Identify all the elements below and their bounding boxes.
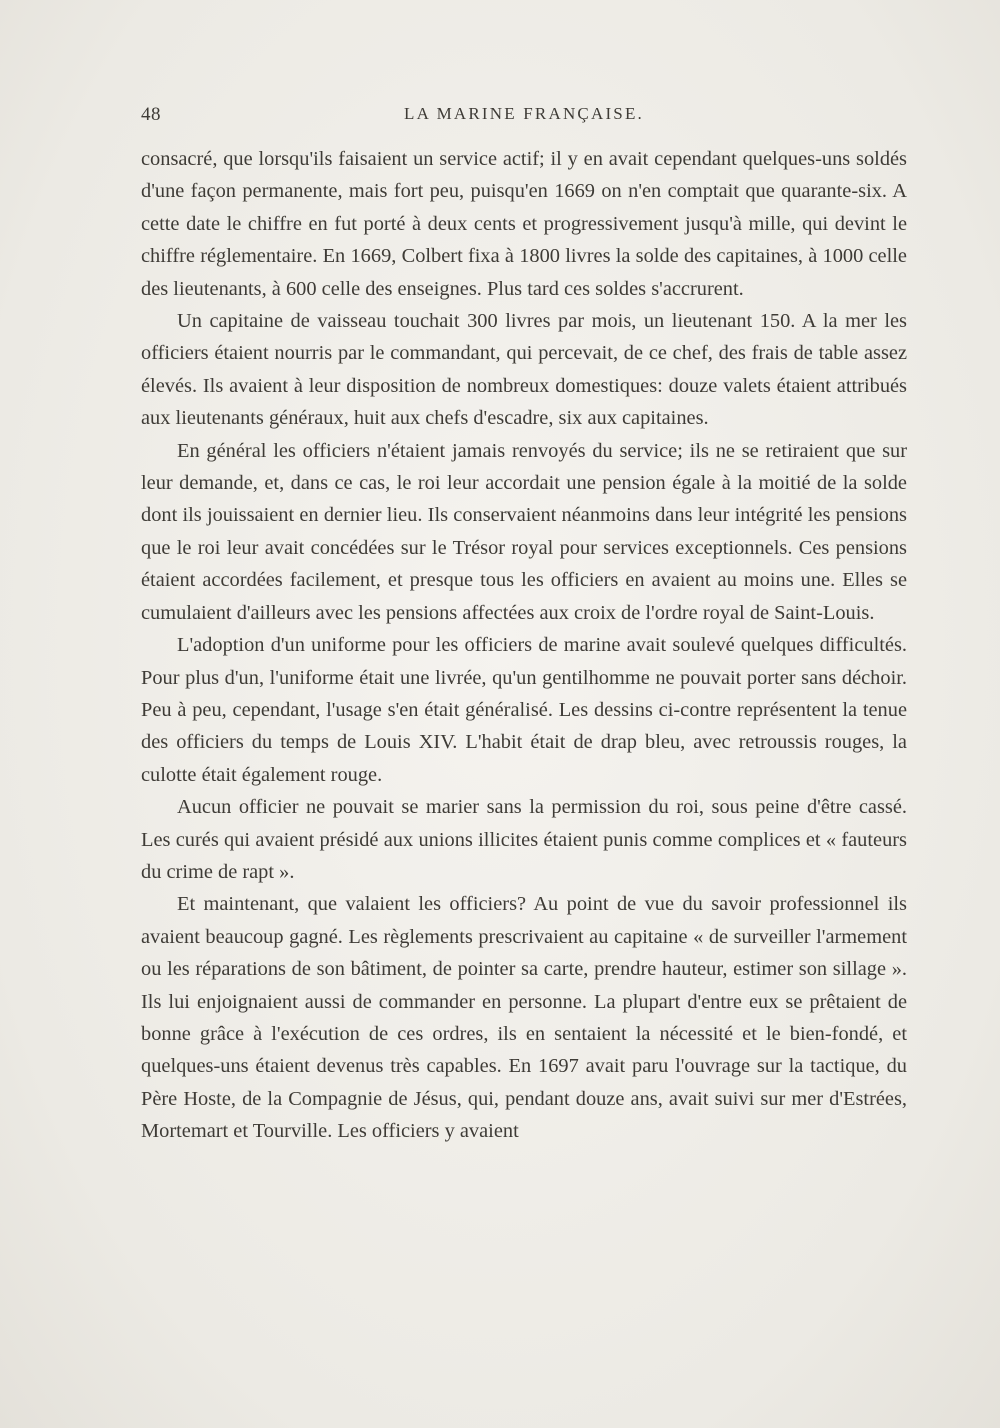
page-header	[141, 104, 907, 134]
paragraph: Aucun officier ne pouvait se marier sans la permission du roi, sous peine d'être cassé. Les curés qui avaient présidé aux unions illicites étaient punis comme complices et « fauteurs du crime de rapt ».	[141, 796, 907, 883]
paragraph: L'adoption d'un uniforme pour les officiers de marine avait soulevé quelques difficultés. Pour plus d'un, l'uniforme était une livrée, qu'un gentilhomme ne pouvait porter sans déchoir. Peu à peu, cependant, l'usage s'en était généralisé. Les dessins ci-contre représentent la tenue des officiers du temps de Louis XIV. L'habit était de drap bleu, avec retroussis rouges, la culotte était également rouge.	[141, 634, 907, 786]
body-text	[141, 143, 907, 1148]
paragraph: Un capitaine de vaisseau touchait 300 livres par mois, un lieutenant 150. A la mer les officiers étaient nourris par le commandant, qui percevait, de ce chef, des frais de table assez élevés. Ils avaient à leur disposition de nombreux domestiques: douze valets étaient attribués aux lieutenants généraux, huit aux chefs d'escadre, six aux capitaines.	[141, 310, 907, 430]
paragraph: Et maintenant, que valaient les officiers? Au point de vue du savoir professionnel ils avaient beaucoup gagné. Les règlements prescrivaient au capitaine « de surveiller l'armement ou les réparations de son bâtiment, de pointer sa carte, prendre hauteur, estimer son sillage ». Ils lui enjoignaient aussi de commander en personne. La plupart d'entre eux se prêtaient de bonne grâce à l'exécution de ces ordres, ils en sentaient la nécessité et le bien-fondé, et quelques-uns étaient devenus très capables. En 1697 avait paru l'ouvrage sur la tactique, du Père Hoste, de la Compagnie de Jésus, qui, pendant douze ans, avait suivi sur mer d'Estrées, Mortemart et Tourville. Les officiers y avaient	[141, 893, 907, 1143]
paragraph-continued: consacré, que lorsqu'ils faisaient un service actif; il y en avait cependant quelques-uns soldés d'une façon permanente, mais fort peu, puisqu'en 1669 on n'en comptait que quarante-six. A cette date le chiffre en fut porté à deux cents et progressivement jusqu'à mille, qui devint le chiffre réglementaire. En 1669, Colbert fixa à 1800 livres la solde des capitaines, à 1000 celle des lieutenants, à 600 celle des enseignes. Plus tard ces soldes s'accrurent.	[141, 148, 907, 300]
paragraph: En général les officiers n'étaient jamais renvoyés du service; ils ne se retiraient que sur leur demande, et, dans ce cas, le roi leur accordait une pension égale à la moitié de la solde dont ils jouissaient en dernier lieu. Ils conservaient néanmoins dans leur intégrité les pensions que le roi leur avait concédées sur le Trésor royal pour services exceptionnels. Ces pensions étaient accordées facilement, et presque tous les officiers en avaient au moins une. Elles se cumulaient d'ailleurs avec les pensions affectées aux croix de l'ordre royal de Saint-Louis.	[141, 439, 907, 624]
running-title: LA MARINE FRANÇAISE.	[404, 104, 644, 123]
page-number: 48	[141, 104, 161, 125]
